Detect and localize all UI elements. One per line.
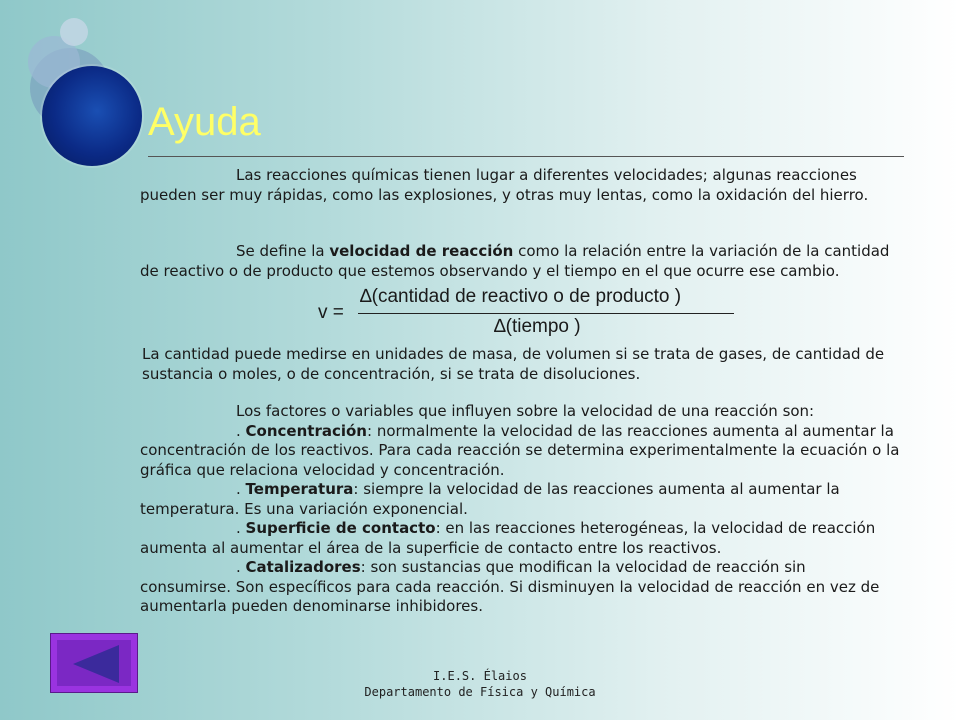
factor-bullet: . bbox=[236, 558, 246, 576]
factor-item bbox=[140, 422, 900, 481]
definition-text-post: como la relación entre la variación de la cantidad de reactivo o de producto que estemos observando y el tiempo en el que ocurre ese cambio. bbox=[140, 242, 890, 280]
definition-term: velocidad de reacción bbox=[329, 242, 514, 260]
circle-decoration bbox=[60, 18, 88, 46]
units-text: La cantidad puede medirse en unidades de masa, de volumen si se trata de gases, de cantidad de sustancia o moles, o de concentración, si se trata de disoluciones. bbox=[142, 345, 885, 383]
footer-department: Departamento de Física y Química bbox=[364, 685, 596, 699]
footer bbox=[0, 668, 960, 700]
paragraph-intro bbox=[140, 166, 900, 205]
factor-item bbox=[140, 558, 900, 617]
rate-formula bbox=[318, 284, 738, 340]
factor-name: Concentración bbox=[245, 421, 367, 440]
paragraph-definition bbox=[140, 242, 900, 281]
factors-intro bbox=[140, 402, 900, 422]
factor-name: Temperatura bbox=[245, 480, 354, 498]
factor-text: : normalmente la velocidad de las reacciones aumenta al aumentar la concentración de los reactivos. Para cada reacción se determina experimentalmente la ecuación o la gráfica que relaciona velocidad y concentración. bbox=[140, 421, 900, 479]
factor-text: : siempre la velocidad de las reacciones aumenta al aumentar la temperatura. Es una variación exponencial. bbox=[140, 480, 840, 518]
intro-text: Las reacciones químicas tienen lugar a diferentes velocidades; algunas reacciones pueden ser muy rápidas, como las explosiones, y otras muy lentas, como la oxidación del hierro. bbox=[140, 166, 869, 204]
factor-bullet: . bbox=[236, 519, 246, 537]
factor-bullet: . bbox=[236, 421, 246, 440]
slide-title: Ayuda bbox=[148, 100, 261, 144]
factor-name: Catalizadores bbox=[245, 558, 361, 576]
title-divider bbox=[148, 156, 904, 157]
factor-item bbox=[140, 519, 900, 558]
factor-text: : son sustancias que modifican la velocidad de reacción sin consumirse. Son específicos para cada reacción. Si disminuyen la velocidad de reacción en vez de aumentarla pueden denominarse inhibidores. bbox=[140, 558, 880, 615]
factors-intro-text: Los factores o variables que influyen sobre la velocidad de una reacción son: bbox=[236, 402, 815, 420]
factor-name: Superficie de contacto bbox=[245, 519, 436, 537]
factors-section bbox=[140, 402, 900, 617]
formula-fraction-bar bbox=[358, 313, 734, 314]
factor-text: : en las reacciones heterogéneas, la velocidad de reacción aumenta al aumentar el área de la superficie de contacto entre los reactivos. bbox=[140, 519, 876, 557]
blue-sphere-decoration bbox=[42, 66, 142, 166]
paragraph-units bbox=[142, 345, 902, 384]
formula-denominator: ∆(tiempo ) bbox=[494, 316, 581, 337]
factor-item bbox=[140, 480, 900, 519]
formula-numerator: ∆(cantidad de reactivo o de producto ) bbox=[360, 286, 682, 307]
definition-text-pre: Se define la bbox=[236, 242, 330, 260]
formula-lhs: v = bbox=[318, 302, 344, 323]
factor-bullet: . bbox=[236, 480, 246, 498]
footer-school: I.E.S. Élaios bbox=[433, 669, 527, 683]
